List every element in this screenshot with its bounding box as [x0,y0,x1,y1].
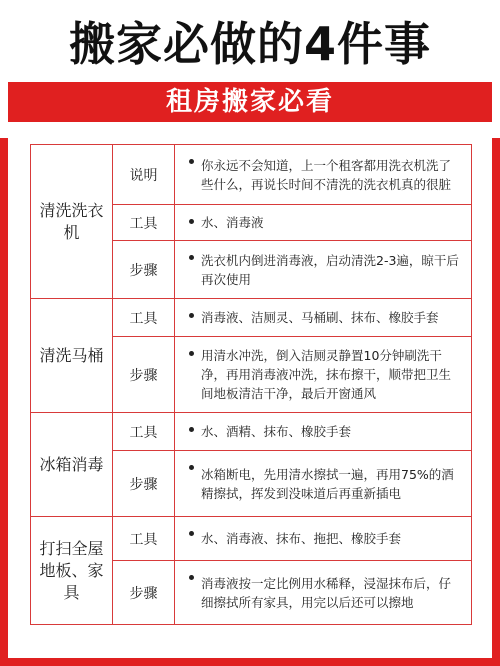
row-label: 说明 [113,145,175,205]
bottom-border [0,658,500,666]
bullet-icon [189,427,194,432]
row-text [175,299,472,337]
row-text-content: 水、消毒液 [201,215,264,230]
row-text [175,205,472,241]
row-label: 步骤 [113,337,175,413]
row-text [175,451,472,517]
bullet-icon [189,531,194,536]
subtitle-banner [8,82,492,122]
bullet-icon [189,159,194,164]
task-table [30,144,472,625]
row-text [175,241,472,299]
bullet-icon [189,351,194,356]
row-text-content: 洗衣机内倒进消毒液，启动清洗2-3遍，晾干后再次使用 [201,252,459,287]
bullet-icon [189,219,194,224]
row-text-content: 消毒液按一定比例用水稀释，浸湿抹布后，仔细擦拭所有家具，用完以后还可以擦地 [201,575,452,610]
row-text-content: 冰箱断电，先用清水擦拭一遍，再用75%的酒精擦拭，挥发到没味道后再重新插电 [201,466,454,501]
row-label: 步骤 [113,241,175,299]
table-row [31,145,472,205]
table-row [31,413,472,451]
category-cell: 冰箱消毒 [31,413,113,517]
row-label: 步骤 [113,451,175,517]
row-text [175,337,472,413]
row-text-content: 水、酒精、抹布、橡胶手套 [201,424,352,439]
bullet-icon [189,255,194,260]
row-text-content: 消毒液、洁厕灵、马桶刷、抹布、橡胶手套 [201,310,439,325]
content-panel [8,130,492,658]
row-label: 工具 [113,413,175,451]
row-label: 工具 [113,517,175,561]
row-text [175,517,472,561]
row-text-content: 水、消毒液、抹布、拖把、橡胶手套 [201,531,402,546]
row-text-content: 你永远不会知道，上一个租客都用洗衣机洗了些什么，再说长时间不清洗的洗衣机真的很脏 [201,157,452,192]
category-cell: 打扫全屋地板、家具 [31,517,113,625]
page-title: 搬家必做的4件事 [68,17,431,71]
row-label: 工具 [113,299,175,337]
bullet-icon [189,575,194,580]
row-text [175,145,472,205]
bullet-icon [189,465,194,470]
table-row [31,299,472,337]
row-text-content: 用清水冲洗，倒入洁厕灵静置10分钟刷洗干净，再用消毒液冲洗，抹布擦干，顺带把卫生间地板清洁干净，最后开窗通风 [201,348,452,401]
table-row [31,517,472,561]
category-cell: 清洗马桶 [31,299,113,413]
row-label: 步骤 [113,561,175,625]
page-subtitle: 租房搬家必看 [165,87,334,117]
row-text [175,561,472,625]
row-text [175,413,472,451]
row-label: 工具 [113,205,175,241]
category-cell: 清洗洗衣机 [31,145,113,299]
header [0,0,500,138]
bullet-icon [189,313,194,318]
